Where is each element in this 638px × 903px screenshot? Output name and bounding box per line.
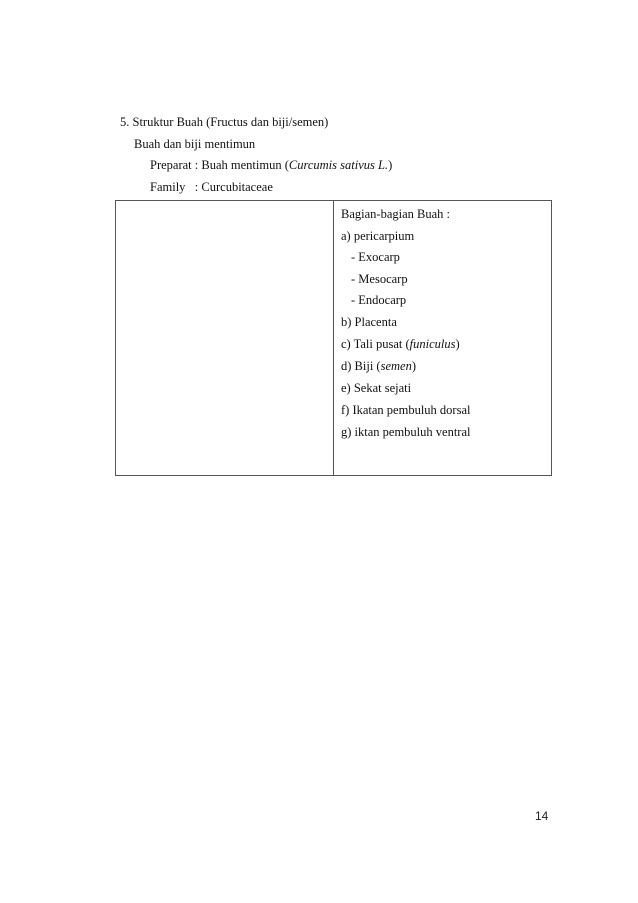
part-g: g) iktan pembuluh ventral xyxy=(341,425,471,439)
page-number: 14 xyxy=(535,809,549,823)
preparat-line xyxy=(150,157,392,173)
part-f: f) Ikatan pembuluh dorsal xyxy=(341,403,471,417)
part-d-italic: semen xyxy=(380,359,412,373)
family-line: Family : Curcubitaceae xyxy=(150,180,273,194)
fruit-structure-table xyxy=(115,200,552,476)
species-name: Curcumis sativus L. xyxy=(288,158,389,172)
part-a-endocarp: - Endocarp xyxy=(351,293,407,307)
part-c-suffix: ) xyxy=(455,337,460,351)
image-cell xyxy=(116,201,334,475)
parts-title: Bagian-bagian Buah : xyxy=(341,207,450,221)
part-c-italic: funiculus xyxy=(409,337,456,351)
part-b: b) Placenta xyxy=(341,315,397,329)
part-a-exocarp: - Exocarp xyxy=(351,250,400,264)
part-d xyxy=(341,358,416,374)
parts-cell xyxy=(334,201,551,475)
part-e: e) Sekat sejati xyxy=(341,381,412,395)
part-c-prefix: c) Tali pusat ( xyxy=(341,337,410,351)
section-subheading: Buah dan biji mentimun xyxy=(134,137,256,151)
part-d-suffix: ) xyxy=(411,359,417,373)
preparat-prefix: Preparat : Buah mentimun ( xyxy=(150,158,289,172)
part-a-mesocarp: - Mesocarp xyxy=(351,272,408,286)
part-d-prefix: d) Biji ( xyxy=(341,359,381,373)
part-c xyxy=(341,336,460,352)
preparat-suffix: ) xyxy=(388,158,393,172)
part-a: a) pericarpium xyxy=(341,229,415,243)
section-heading: 5. Struktur Buah (Fructus dan biji/semen) xyxy=(120,115,329,129)
